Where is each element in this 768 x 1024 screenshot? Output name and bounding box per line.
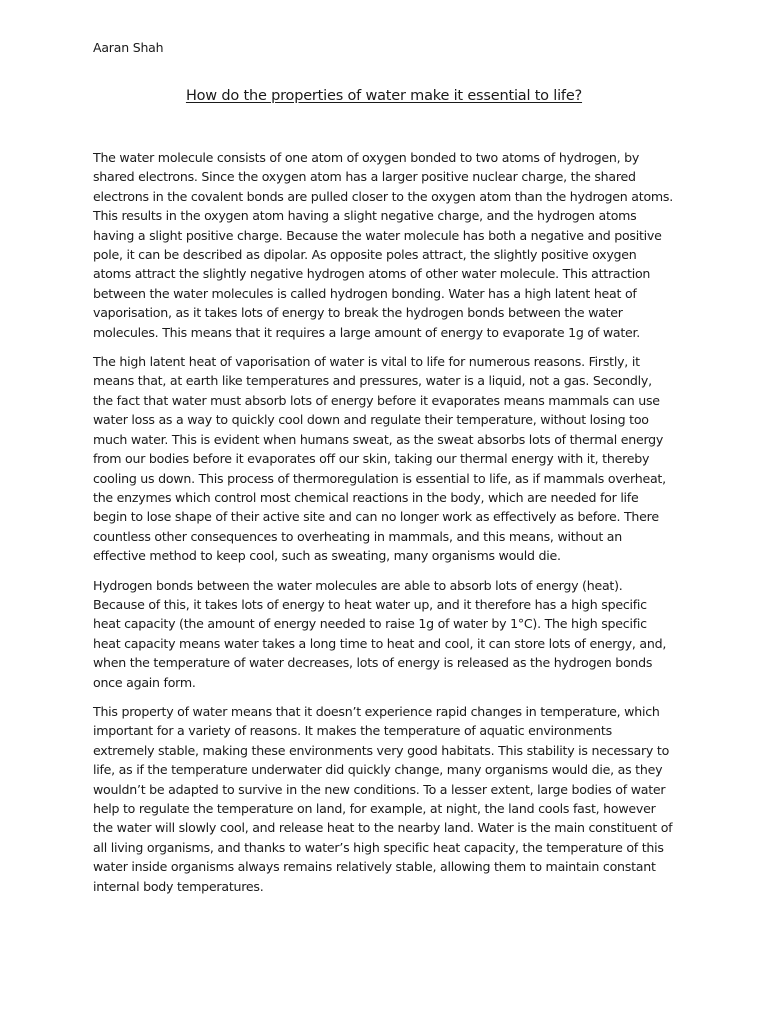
paragraph-1: The water molecule consists of one atom of oxygen bonded to two atoms of hydrogen, by shared electrons. Since the oxygen atom has a larger positive nuclear charge, the shared electrons in the covalent bonds are pulled closer to the oxygen atom than the hydrogen atoms. This results in the oxygen atom having a slight negative charge, and the hydrogen atoms having a slight positive charge. Because the water molecule has both a negative and positive pole, it can be described as dipolar. As opposite poles attract, the slightly positive oxygen atoms attract the slightly negative hydrogen atoms of other water molecule. This attraction between the water molecules is called hydrogen bonding. Water has a high latent heat of vaporisation, as it takes lots of energy to break the hydrogen bonds between the water molecules. This means that it requires a large amount of energy to evaporate 1g of water. <box>93 150 673 340</box>
document-title: How do the properties of water make it essential to life? <box>185 88 583 104</box>
paragraph-2: The high latent heat of vaporisation of water is vital to life for numerous reasons. Firstly, it means that, at earth like temperatures and pressures, water is a liquid, not a gas. Secondly, the fact that water must absorb lots of energy before it evaporates means mammals can use water loss as a way to quickly cool down and regulate their temperature, without losing too much water. This is evident when humans sweat, as the sweat absorbs lots of thermal energy from our bodies before it evaporates off our skin, taking our thermal energy with it, thereby cooling us down. This process of thermoregulation is essential to life, as if mammals overheat, the enzymes which control most chemical reactions in the body, which are needed for life begin to lose shape of their active site and can no longer work as effectively as before. There countless other consequences to overheating in mammals, and this means, without an effective method to keep cool, such as sweating, many organisms would die. <box>93 354 666 564</box>
paragraph-3: Hydrogen bonds between the water molecules are able to absorb lots of energy (heat). Because of this, it takes lots of energy to heat water up, and it therefore has a high specific heat capacity (the amount of energy needed to raise 1g of water by 1°C). The high specific heat capacity means water takes a long time to heat and cool, it can store lots of energy, and, when the temperature of water decreases, lots of energy is released as the hydrogen bonds once again form. <box>93 577 667 690</box>
document-body <box>93 148 675 906</box>
author-name: Aaran Shah <box>93 40 164 55</box>
paragraph-4: This property of water means that it doesn’t experience rapid changes in temperature, which important for a variety of reasons. It makes the temperature of aquatic environments extremely stable, making these environments very good habitats. This stability is necessary to life, as if the temperature underwater did quickly change, many organisms would die, as they wouldn’t be adapted to survive in the new conditions. To a lesser extent, large bodies of water help to regulate the temperature on land, for example, at night, the land cools fast, however the water will slowly cool, and release heat to the nearby land. Water is the main constituent of all living organisms, and thanks to water’s high specific heat capacity, the temperature of this water inside organisms always remains relatively stable, allowing them to maintain constant internal body temperatures. <box>93 703 673 894</box>
